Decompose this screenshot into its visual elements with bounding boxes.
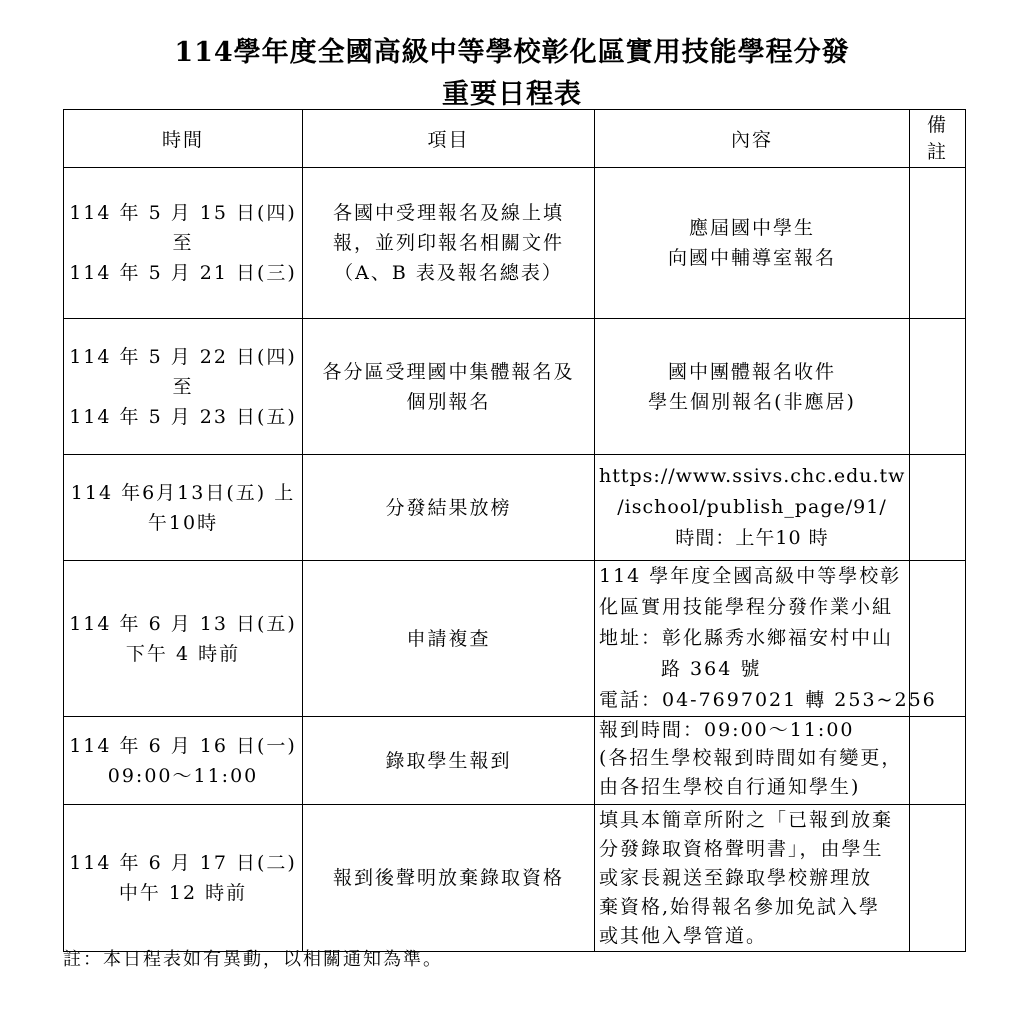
content-line: 由各招生學校自行通知學生) xyxy=(599,776,861,798)
header-time: 時間 xyxy=(64,110,303,168)
content-cell xyxy=(595,561,937,717)
header-remark-line2: 註 xyxy=(926,141,948,163)
schedule-table xyxy=(63,109,966,952)
remark-cell xyxy=(910,168,966,319)
time-cell xyxy=(64,319,303,455)
content-line: 國中團體報名收件 xyxy=(667,360,836,383)
document-subtitle: 重要日程表 xyxy=(442,79,582,110)
time-line: 114 年 5 月 21 日(三) xyxy=(69,262,297,284)
remark-cell xyxy=(910,717,966,805)
item-cell xyxy=(303,805,595,952)
time-cell xyxy=(64,561,303,717)
item-cell xyxy=(303,561,595,717)
remark-cell xyxy=(910,805,966,952)
time-line: 114 年6月13日(五) 上 xyxy=(70,481,296,504)
header-row xyxy=(64,110,966,168)
item-cell xyxy=(303,319,595,455)
results-url-line: https://www.ssivs.chc.edu.tw xyxy=(599,465,906,487)
time-line: 下午 4 時前 xyxy=(125,642,241,665)
content-line: 或家長親送至錄取學校辦理放 xyxy=(599,866,873,889)
content-line: 114 學年度全國高級中等學校彰 xyxy=(599,565,902,587)
content-cell xyxy=(595,455,910,561)
item-line: 錄取學生報到 xyxy=(385,749,512,772)
time-line: 中午 12 時前 xyxy=(118,882,248,904)
item-line: 各分區受理國中集體報名及 xyxy=(322,360,575,383)
time-line: 114 年 5 月 15 日(四) xyxy=(69,202,297,224)
time-line: 114 年 5 月 23 日(五) xyxy=(69,405,297,428)
time-line: 114 年 5 月 22 日(四) xyxy=(69,345,297,368)
item-line: 個別報名 xyxy=(406,390,491,413)
time-cell xyxy=(64,455,303,561)
item-line: 各國中受理報名及線上填 xyxy=(332,202,564,224)
time-line: 午10時 xyxy=(147,511,219,534)
content-cell xyxy=(595,319,910,455)
header-item: 項目 xyxy=(303,110,595,168)
time-line: 114 年 6 月 16 日(一) xyxy=(69,734,297,757)
content-line: 報到時間：09:00～11:00 xyxy=(599,719,855,741)
table-row xyxy=(64,319,966,455)
time-cell xyxy=(64,717,303,805)
content-line: 向國中輔導室報名 xyxy=(667,247,836,269)
content-cell xyxy=(595,805,910,952)
time-cell xyxy=(64,168,303,319)
remark-cell xyxy=(910,319,966,455)
item-line: 報，並列印報名相關文件 xyxy=(332,232,564,254)
time-cell xyxy=(64,805,303,952)
content-line: (各招生學校報到時間如有變更， xyxy=(599,747,903,769)
content-line: 路 364 號 xyxy=(661,658,762,680)
item-cell xyxy=(303,168,595,319)
results-url-line: /ischool/publish_page/91/ xyxy=(617,496,887,518)
item-line: 分發結果放榜 xyxy=(385,496,512,519)
remark-cell xyxy=(910,455,966,561)
time-line: 114 年 6 月 17 日(二) xyxy=(69,852,297,874)
time-line: 09:00～11:00 xyxy=(107,764,259,787)
time-line: 至 xyxy=(172,232,194,254)
table-row xyxy=(64,455,966,561)
content-line: 或其他入學管道。 xyxy=(599,924,768,947)
content-line: 分發錄取資格聲明書」，由學生 xyxy=(599,837,884,860)
content-line: 棄資格,始得報名參加免試入學 xyxy=(599,895,881,918)
table-row xyxy=(64,168,966,319)
content-line: 學生個別報名(非應居) xyxy=(648,390,856,413)
item-cell xyxy=(303,455,595,561)
header-remark-line1: 備 xyxy=(926,114,948,136)
content-line: 化區實用技能學程分發作業小組 xyxy=(599,596,894,618)
content-line: 應屆國中學生 xyxy=(688,217,815,239)
table-row xyxy=(64,805,966,952)
item-line: 申請複查 xyxy=(406,627,491,650)
item-line: （A、B 表及報名總表） xyxy=(334,262,563,284)
table-row xyxy=(64,717,966,805)
document-title: 114學年度全國高級中等學校彰化區實用技能學程分發 xyxy=(174,37,850,68)
time-line: 至 xyxy=(172,375,194,398)
content-line: 地址：彰化縣秀水鄉福安村中山 xyxy=(599,627,894,649)
footnote: 註：本日程表如有異動，以相關通知為準。 xyxy=(63,949,443,970)
table-row xyxy=(64,561,966,717)
content-cell xyxy=(595,717,910,805)
content-line: 填具本簡章所附之「已報到放棄 xyxy=(599,808,894,831)
header-remark xyxy=(910,110,966,168)
content-line: 電話：04-7697021 轉 253~256 xyxy=(599,689,937,711)
content-cell xyxy=(595,168,910,319)
item-line: 報到後聲明放棄錄取資格 xyxy=(332,867,564,889)
content-line: 時間：上午10 時 xyxy=(675,527,829,549)
item-cell xyxy=(303,717,595,805)
header-content: 內容 xyxy=(595,110,910,168)
time-line: 114 年 6 月 13 日(五) xyxy=(69,612,297,635)
